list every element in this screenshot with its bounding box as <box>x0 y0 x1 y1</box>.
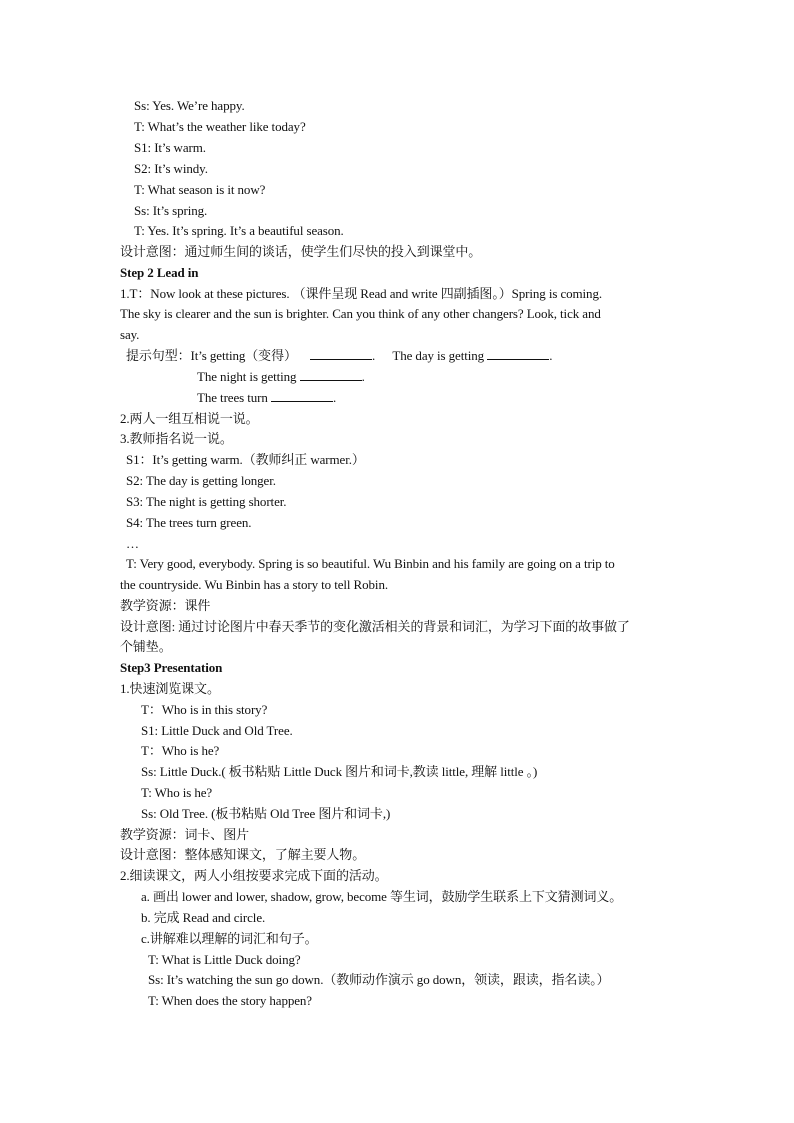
dialogue-line: Ss: Yes. We’re happy. <box>134 98 245 113</box>
answer-blank <box>300 367 362 381</box>
step3-heading: Step3 Presentation <box>120 660 223 675</box>
teaching-resource: 教学资源：词卡、图片 <box>120 827 250 842</box>
dialogue-line: T: What season is it now? <box>134 182 266 197</box>
prompt-label: 提示句型： <box>126 348 191 363</box>
dialogue-line: S3: The night is getting shorter. <box>126 494 287 509</box>
design-intent-cont: 个铺垫。 <box>120 639 172 654</box>
step2-item3: 3.教师指名说一说。 <box>120 431 233 446</box>
dialogue-line: T：Who is he? <box>141 743 220 758</box>
answer-blank <box>271 388 333 402</box>
dialogue-line: S1：It’s getting warm.（教师纠正 warmer.） <box>126 452 365 467</box>
step3-item2: 2.细读课文，两人小组按要求完成下面的活动。 <box>120 868 388 883</box>
design-intent: 设计意图: 通过讨论图片中春天季节的变化激活相关的背景和词汇，为学习下面的故事做了 <box>120 619 630 634</box>
answer-blank <box>310 346 372 360</box>
step2-item1-cont: The sky is clearer and the sun is brighter. Can you think of any other changers? Look, tick and <box>120 306 601 321</box>
prompt-sentence: It’s getting（变得） <box>190 348 297 363</box>
dialogue-line: Ss: Little Duck.( 板书粘贴 Little Duck 图片和词卡,教读 little, 理解 little 。) <box>141 764 538 779</box>
prompt-sentence-line: The night is getting . <box>197 369 365 384</box>
teacher-line-cont: the countryside. Wu Binbin has a story to tell Robin. <box>120 577 388 592</box>
dialogue-line: T: When does the story happen? <box>148 993 312 1008</box>
prompt-sentence: The night is getting <box>197 369 297 384</box>
step3-item1: 1.快速浏览课文。 <box>120 681 220 696</box>
design-intent: 设计意图：整体感知课文，了解主要人物。 <box>120 847 366 862</box>
activity-item: c.讲解难以理解的词汇和句子。 <box>141 931 318 946</box>
dialogue-line: Ss: Old Tree. (板书粘贴 Old Tree 图片和词卡,) <box>141 806 391 821</box>
dialogue-ellipsis: … <box>126 536 139 551</box>
dialogue-line: Ss: It’s spring. <box>134 203 208 218</box>
dialogue-line: T: What’s the weather like today? <box>134 119 306 134</box>
prompt-sentences: 提示句型：It’s getting（变得） . The day is getting . <box>126 348 553 363</box>
step2-item2: 2.两人一组互相说一说。 <box>120 411 259 426</box>
dialogue-line: S2: The day is getting longer. <box>126 473 276 488</box>
dialogue-line: S2: It’s windy. <box>134 161 208 176</box>
prompt-sentence-line: The trees turn . <box>197 390 337 405</box>
dialogue-line: T: What is Little Duck doing? <box>148 952 301 967</box>
step2-item1: 1.T：Now look at these pictures. （课件呈现 Read and write 四副插图。）Spring is coming. <box>120 286 603 301</box>
dialogue-line: S4: The trees turn green. <box>126 515 252 530</box>
prompt-sentence: The trees turn <box>197 390 268 405</box>
prompt-sentence: The day is getting <box>392 348 485 363</box>
activity-item: b. 完成 Read and circle. <box>141 910 266 925</box>
step2-item1-cont: say. <box>120 327 140 342</box>
teacher-line: T: Very good, everybody. Spring is so beautiful. Wu Binbin and his family are going on a trip to <box>126 556 615 571</box>
teaching-resource: 教学资源：课件 <box>120 598 211 613</box>
answer-blank <box>487 346 549 360</box>
dialogue-line: T：Who is in this story? <box>141 702 268 717</box>
step2-heading: Step 2 Lead in <box>120 265 199 280</box>
dialogue-line: S1: It’s warm. <box>134 140 206 155</box>
dialogue-line: T: Who is he? <box>141 785 213 800</box>
activity-item: a. 画出 lower and lower, shadow, grow, become 等生词，鼓励学生联系上下文猜测词义。 <box>141 889 623 904</box>
dialogue-line: S1: Little Duck and Old Tree. <box>141 723 293 738</box>
design-intent: 设计意图：通过师生间的谈话，使学生们尽快的投入到课堂中。 <box>120 244 482 259</box>
dialogue-line: Ss: It’s watching the sun go down.（教师动作演示 go down，领读，跟读，指名读。） <box>148 972 610 987</box>
dialogue-line: T: Yes. It’s spring. It’s a beautiful season. <box>134 223 344 238</box>
